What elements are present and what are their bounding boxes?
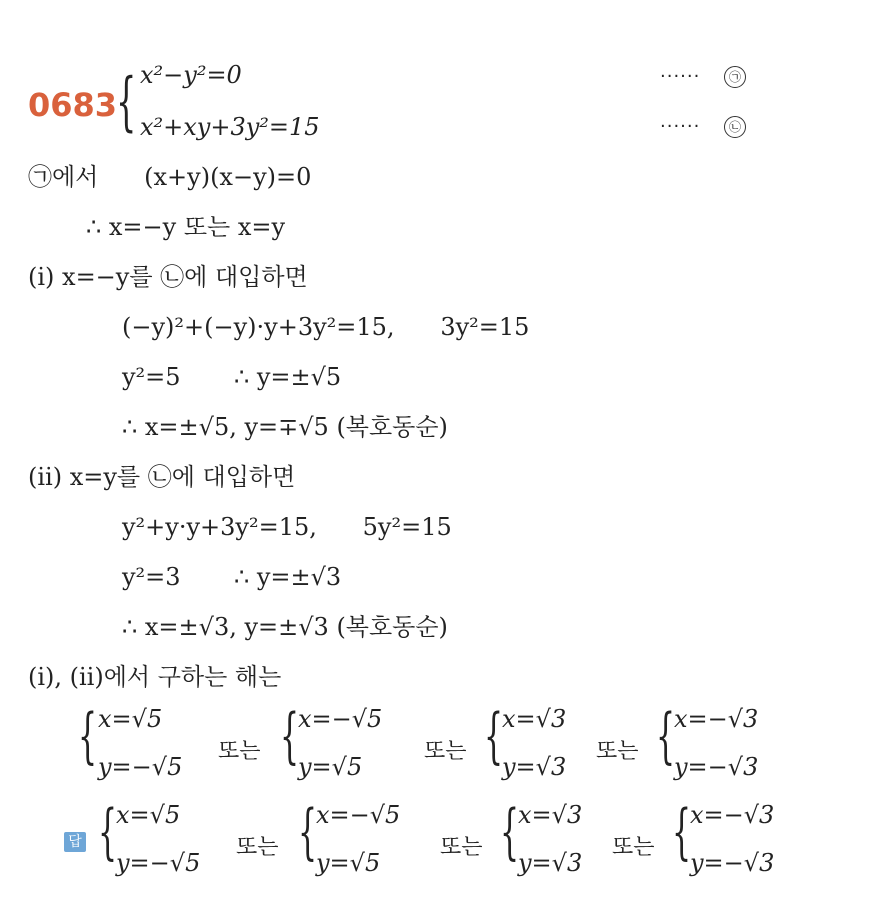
line-1: ㉠에서 (x+y)(x−y)=0: [28, 163, 312, 191]
solution-2-x: x=−√5: [298, 705, 383, 733]
problem-number: 0683: [28, 86, 118, 124]
answer-4-y: y=−√3: [690, 849, 775, 877]
answer-brace-2: {: [298, 797, 318, 867]
or-1: 또는: [218, 739, 261, 764]
answer-2-x: x=−√5: [316, 801, 401, 829]
solution-1-y: y=−√5: [98, 753, 183, 781]
solution-brace-3: {: [484, 701, 504, 771]
solution-2-y: y=√5: [298, 753, 363, 781]
mark-1: ㉠: [724, 66, 746, 88]
or-2: 또는: [424, 739, 467, 764]
line-6: ∴ x=±√5, y=∓√5 (복호동순): [122, 413, 448, 441]
equation-1: x²−y²=0: [140, 61, 242, 89]
system-brace: {: [116, 65, 137, 139]
line-5: y²=5 ∴ y=±√5: [122, 363, 342, 391]
answer-or-3: 또는: [612, 835, 655, 860]
solution-brace-4: {: [656, 701, 676, 771]
answer-3-y: y=√3: [518, 849, 583, 877]
solution-brace-1: {: [78, 701, 98, 771]
line-8: y²+y·y+3y²=15, 5y²=15: [122, 513, 452, 541]
equation-2: x²+xy+3y²=15: [140, 113, 320, 141]
line-2: ∴ x=−y 또는 x=y: [86, 213, 286, 241]
answer-brace-1: {: [98, 797, 118, 867]
solution-4-y: y=−√3: [674, 753, 759, 781]
answer-or-2: 또는: [440, 835, 483, 860]
line-3: (ⅰ) x=−y를 ㉡에 대입하면: [28, 263, 308, 291]
answer-4-x: x=−√3: [690, 801, 775, 829]
solution-4-x: x=−√3: [674, 705, 759, 733]
solution-3-y: y=√3: [502, 753, 567, 781]
answer-or-1: 또는: [236, 835, 279, 860]
line-11: (ⅰ), (ⅱ)에서 구하는 해는: [28, 663, 282, 691]
or-3: 또는: [596, 739, 639, 764]
answer-3-x: x=√3: [518, 801, 583, 829]
answer-brace-4: {: [672, 797, 692, 867]
answer-brace-3: {: [500, 797, 520, 867]
answer-badge: 답: [64, 832, 86, 852]
answer-1-x: x=√5: [116, 801, 181, 829]
dots-2: ······: [660, 116, 701, 137]
solution-brace-2: {: [280, 701, 300, 771]
dots-1: ······: [660, 66, 701, 87]
line-7: (ⅱ) x=y를 ㉡에 대입하면: [28, 463, 296, 491]
line-10: ∴ x=±√3, y=±√3 (복호동순): [122, 613, 448, 641]
answer-1-y: y=−√5: [116, 849, 201, 877]
line-9: y²=3 ∴ y=±√3: [122, 563, 342, 591]
mark-2: ㉡: [724, 116, 746, 138]
solution-1-x: x=√5: [98, 705, 163, 733]
line-4: (−y)²+(−y)·y+3y²=15, 3y²=15: [122, 313, 530, 341]
answer-2-y: y=√5: [316, 849, 381, 877]
solution-3-x: x=√3: [502, 705, 567, 733]
